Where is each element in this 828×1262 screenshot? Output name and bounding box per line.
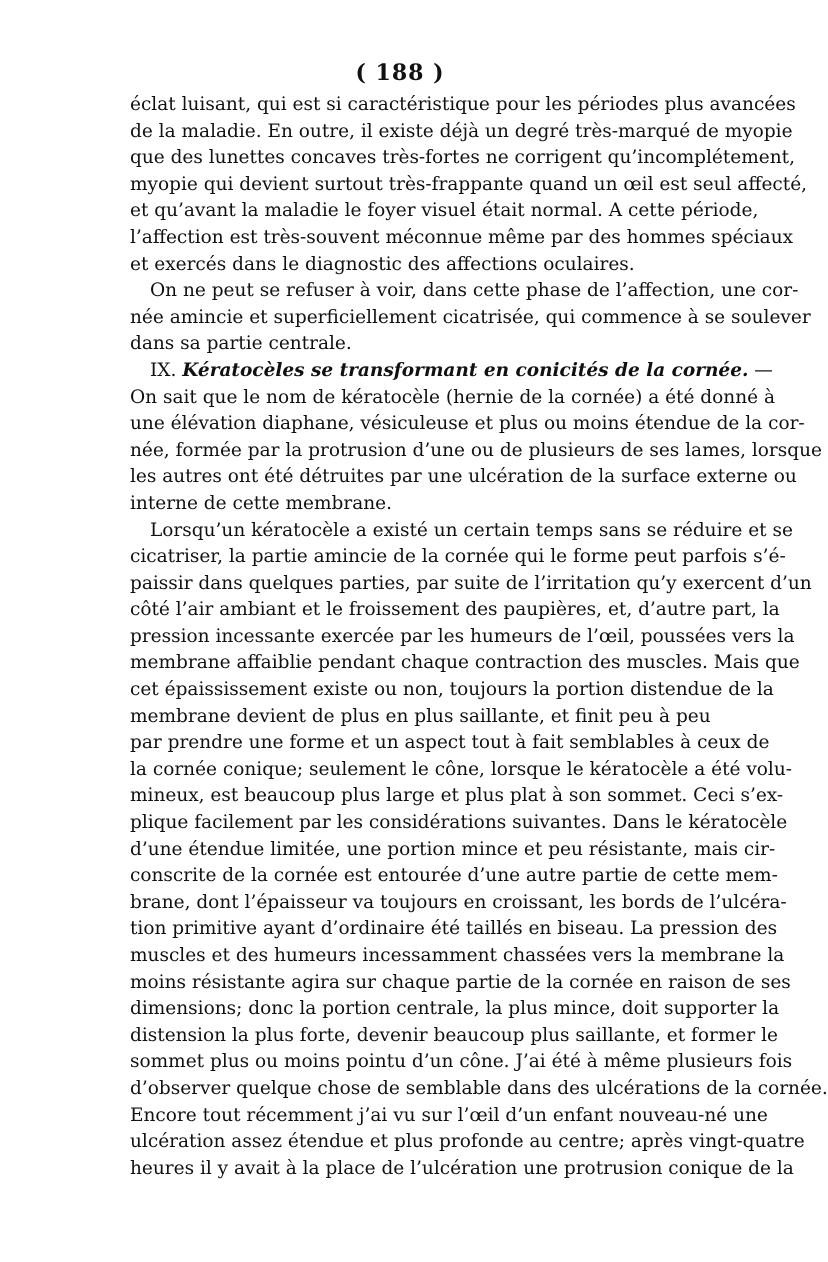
text-line: muscles et des humeurs incessamment chassées vers la membrane la — [130, 945, 785, 966]
text-line: ulcération assez étendue et plus profonde au centre; après vingt-quatre — [130, 1131, 805, 1153]
paragraph — [130, 518, 828, 1183]
section-dash: — — [754, 359, 773, 381]
text-line: distension la plus forte, devenir beaucoup plus saillante, et former le — [130, 1024, 778, 1046]
text-line: paissir dans quelques parties, par suite de l’irritation qu’y exercent d’un — [130, 572, 812, 594]
text-line: sommet plus ou moins pointu d’un cône. J’ai été à même plusieurs fois — [130, 1051, 793, 1073]
text-line: d’une étendue limitée, une portion mince et peu résistante, mais cir- — [130, 838, 776, 860]
text-line: les autres ont été détruites par une ulcération de la surface externe ou — [130, 466, 797, 488]
text-line: tion primitive ayant d’ordinaire été taillés en biseau. La pression des — [130, 918, 778, 940]
text-line: cicatriser, la partie amincie de la cornée qui le forme peut parfois s’é- — [130, 546, 786, 568]
text-line: dans sa partie centrale. — [130, 333, 352, 355]
text-line: cet épaississement existe ou non, toujours la portion distendue de la — [130, 679, 774, 701]
text-line: que des lunettes concaves très-fortes ne corrigent qu’incomplétement, — [130, 147, 795, 169]
section-heading — [130, 358, 773, 385]
paragraph — [130, 92, 808, 278]
section-number: IX. — [150, 359, 177, 381]
text-line: née amincie et superficiellement cicatrisée, qui commence à se soulever — [130, 306, 811, 328]
text-line: membrane affaiblie pendant chaque contraction des muscles. Mais que — [130, 652, 800, 674]
text-line: myopie qui devient surtout très-frappante quand un œil est seul affecté, — [130, 173, 808, 195]
text-line: On sait que le nom de kératocèle (hernie de la cornée) a été donné à — [130, 386, 775, 408]
section-title: Kératocèles se transformant en conicités de la cornée. — [182, 359, 749, 381]
text-line: et exercés dans le diagnostic des affections oculaires. — [130, 253, 635, 275]
text-line: éclat luisant, qui est si caractéristique pour les périodes plus avancées — [130, 94, 796, 115]
text-line: pression incessante exercée par les humeurs de l’œil, poussées vers la — [130, 625, 795, 647]
text-line: Encore tout récemment j’ai vu sur l’œil d’un enfant nouveau-né une — [130, 1104, 768, 1126]
page-number: ( 188 ) — [355, 60, 445, 86]
text-line: brane, dont l’épaisseur va toujours en croissant, les bords de l’ulcéra- — [130, 891, 787, 913]
paragraph — [130, 358, 822, 518]
text-line: une élévation diaphane, vésiculeuse et plus ou moins étendue de la cor- — [130, 413, 805, 435]
text-line: Lorsqu’un kératocèle a existé un certain temps sans se réduire et se — [150, 519, 793, 541]
text-line: et qu’avant la maladie le foyer visuel était normal. A cette période, — [130, 200, 759, 222]
text-line: On ne peut se refuser à voir, dans cette phase de l’affection, une cor- — [150, 280, 799, 302]
text-line: heures il y avait à la place de l’ulcération une protrusion conique de la — [130, 1157, 794, 1179]
text-line: la cornée conique; seulement le cône, lorsque le kératocèle a été volu- — [130, 758, 792, 780]
text-line: de la maladie. En outre, il existe déjà un degré très-marqué de myopie — [130, 120, 793, 142]
text-line: d’observer quelque chose de semblable dans des ulcérations de la cornée. — [130, 1077, 828, 1099]
text-line: mineux, est beaucoup plus large et plus plat à son sommet. Ceci s’ex- — [130, 785, 784, 807]
text-line: conscrite de la cornée est entourée d’une autre partie de cette mem- — [130, 865, 778, 887]
text-line: par prendre une forme et un aspect tout à fait semblables à ceux de — [130, 732, 770, 754]
text-line: interne de cette membrane. — [130, 492, 392, 514]
text-line: dimensions; donc la portion centrale, la plus mince, doit supporter la — [130, 998, 780, 1020]
text-line: côté l’air ambiant et le froissement des paupières, et, d’autre part, la — [130, 599, 780, 621]
text-line: plique facilement par les considérations suivantes. Dans le kératocèle — [130, 812, 788, 834]
body-text — [130, 92, 828, 1182]
text-line: moins résistante agira sur chaque partie de la cornée en raison de ses — [130, 971, 791, 993]
text-line: l’affection est très-souvent méconnue même par des hommes spéciaux — [130, 226, 794, 248]
text-line: membrane devient de plus en plus saillante, et finit peu à peu — [130, 705, 711, 727]
text-line: née, formée par la protrusion d’une ou de plusieurs de ses lames, lorsque — [130, 439, 822, 461]
paragraph — [130, 278, 811, 358]
